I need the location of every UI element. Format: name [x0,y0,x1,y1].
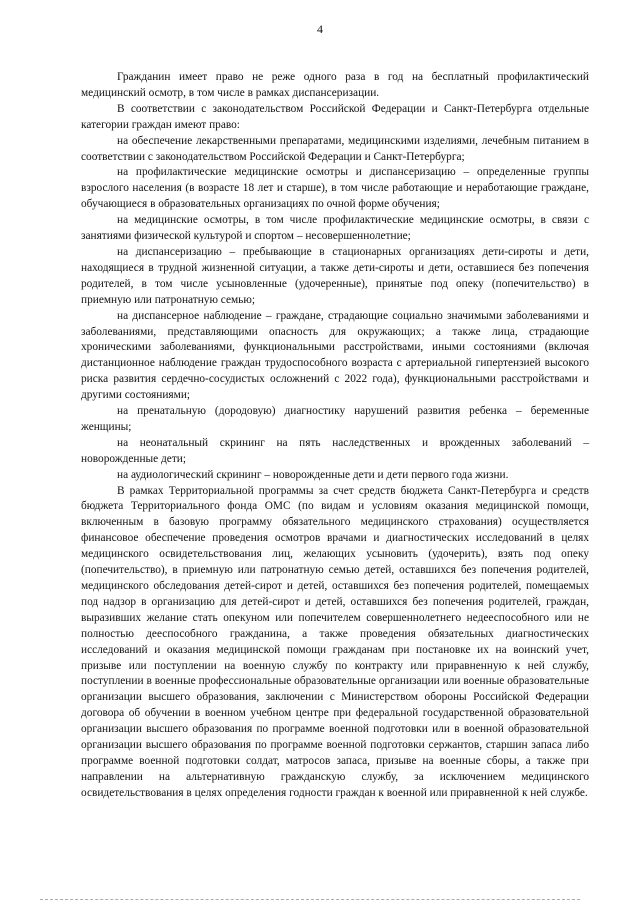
paragraph-neonatal-screening: на неонатальный скрининг на пять наследственных и врожденных заболеваний – новорожденные дети; [81,436,589,465]
paragraph-medicines: на обеспечение лекарственными препаратами, медицинскими изделиями, лечебным питанием в соответствии с законодательством Российской Федерации и Санкт-Петербурга; [81,134,589,163]
document-body [81,70,589,802]
paragraph-categories-intro: В соответствии с законодательством Российской Федерации и Санкт-Петербурга отдельные категории граждан имеют право: [81,102,589,131]
paragraph-prenatal-diagnostics: на пренатальную (дородовую) диагностику нарушений развития ребенка – беременные женщины; [81,405,589,433]
paragraph-territorial-program: В рамках Территориальной программы за счет средств бюджета Санкт-Петербурга и средств бюджета Территориального фонда ОМС (по видам и условиям оказания медицинской помощи, включенным в базовую программу обязательного медицинского страхования) осуществляется финансовое обеспечение проведения осмотров врачами и диагностических исследований в целях медицинского освидетельствования лиц, желающих усыновить (удочерить), взять под опеку (попечительство), в приемную или патронатную семью детей, оставшихся без попечения родителей, медицинского обследования детей-сирот и детей, оставшихся без попечения родителей, помещаемых под надзор в организацию для детей-сирот и детей, оставшихся без попечения родителей, граждан, выразивших желание стать опекуном или попечителем совершеннолетнего недееспособного или не полностью дееспособного гражданина, а также проведения обязательных диагностических исследований и оказания медицинской помощи гражданам при постановке их на воинский учет, призыве или поступлении на военную службу по контракту или приравненную к ней службу, поступлении в военные профессиональные образовательные организации или военные образовательные организации высшего образования, заключении с Министерством обороны Российской Федерации договора об обучении в военном учебном центре при федеральной государственной образовательной организации высшего образования по программе военной подготовки или в военной образовательной организации высшего образования по программе военной подготовки сержантов, старшин запаса либо программе военной подготовки солдат, матросов запаса, призыве на военные сборы, а также при направлении на альтернативную гражданскую службу, за исключением медицинского освидетельствования в целях определения годности граждан к военной или приравненной к ней службе. [81,484,589,799]
paragraph-dispensary-observation: на диспансерное наблюдение – граждане, страдающие социально значимыми заболеваниями и заболеваниями, представляющими опасность для окружающих; а также лица, страдающие хроническими заболеваниями, функциональными расстройствами, иными состояниями (включая дистанционное наблюдение граждан трудоспособного возраста с артериальной гипертензией высокого риска развития сердечно-сосудистых осложнений с 2022 года), функциональными расстройствами и другими состояниями; [81,309,589,402]
scan-edge-artifact [0,895,640,905]
page-number: 4 [317,22,323,36]
paragraph-preventive-exam-right: Гражданин имеет право не реже одного раза в год на бесплатный профилактический медицинский осмотр, в том числе в рамках диспансеризации. [81,71,589,99]
paragraph-orphans-screening: на диспансеризацию – пребывающие в стационарных организациях дети-сироты и дети, находящиеся в трудной жизненной ситуации, а также дети-сироты и дети, оставшиеся без попечения родителей, в том числе усыновленные (удочеренные), принятые под опеку (попечительство) в приемную или патронатную семью; [81,245,589,306]
paragraph-sports-exams: на медицинские осмотры, в том числе профилактические медицинские осмотры, в связи с занятиями физической культурой и спортом – несовершеннолетние; [81,214,589,243]
paragraph-audiological-screening: на аудиологический скрининг – новорожденные дети и дети первого года жизни. [117,468,509,481]
paragraph-adult-screening: на профилактические медицинские осмотры и диспансеризацию – определенные группы взрослого населения (в возрасте 18 лет и старше), в том числе работающие и неработающие граждане, обучающиеся в образовательных организациях по очной форме обучения; [81,166,589,211]
